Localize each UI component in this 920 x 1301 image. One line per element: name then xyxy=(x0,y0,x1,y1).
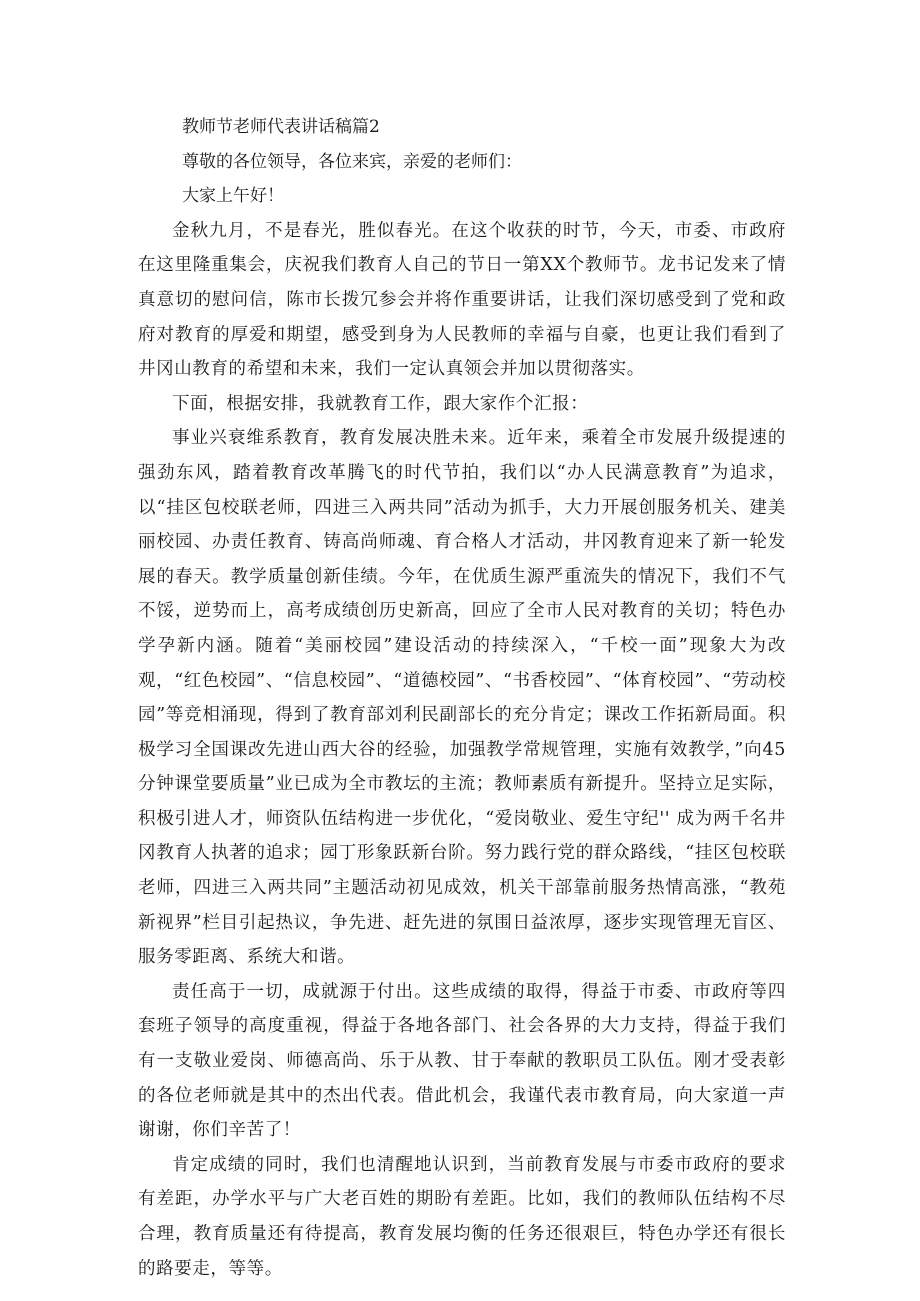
document-body xyxy=(138,110,786,1286)
salutation: 尊敬的各位领导，各位来宾，亲爱的老师们： xyxy=(182,151,522,172)
paragraph-report-intro: 下面，根据安排，我就教育工作，跟大家作个汇报： xyxy=(172,393,589,414)
document-title: 教师节老师代表讲话稿篇2 xyxy=(182,117,380,137)
paragraph-gratitude: 责任高于一切，成就源于付出。这些成绩的取得，得益于市委、市政府等四套班子领导的高度重视，得益于各地各部门、社会各界的大力支持，得益于我们有一支敬业爱岗、师德高尚、乐于从教、甘于奉献的教职员工队伍。刚才受表彰的各位老师就是其中的杰出代表。借此机会，我谨代表市教育局，向大家道一声谢谢，你们辛苦了！ xyxy=(138,981,786,1141)
paragraph-gaps: 肯定成绩的同时，我们也清醒地认识到，当前教育发展与市委市政府的要求有差距，办学水平与广大老百姓的期盼有差距。比如，我们的教师队伍结构不尽合理，教育质量还有待提高，教育发展均衡的任务还很艰巨，特色办学还有很长的路要走，等等。 xyxy=(138,1154,786,1279)
paragraph-opening: 金秋九月，不是春光，胜似春光。在这个收获的时节，今天，市委、市政府在这里隆重集会，庆祝我们教育人自己的节日一第XX个教师节。龙书记发来了情真意切的慰问信，陈市长拨冗参会并将作重要讲话，让我们深切感受到了党和政府对教育的厚爱和期望，感受到身为人民教师的幸福与自豪，也更让我们看到了井冈山教育的希望和未来，我们一定认真领会并加以贯彻落实。 xyxy=(138,220,786,380)
paragraph-achievements: 事业兴衰维系教育，教育发展决胜未来。近年来，乘着全市发展升级提速的强劲东风，踏着教育改革腾飞的时代节拍，我们以“办人民满意教育”为追求，以“挂区包校联老师，四进三入两共同”活动为抓手，大力开展创服务机关、建美丽校园、办责任教育、铸高尚师魂、育合格人才活动，井冈教育迎来了新一轮发展的春天。教学质量创新佳绩。今年，在优质生源严重流失的情况下，我们不气不馁，逆势而上，高考成绩创历史新高，回应了全市人民对教育的关切；特色办学孕新内涵。随着“美丽校园”建设活动的持续深入，“千校一面”现象大为改观，“红色校园”、“信息校园”、“道德校园”、“书香校园”、“体育校园”、“劳动校园”等竞相涌现，得到了教育部刘利民副部长的充分肯定；课改工作拓新局面。积极学习全国课改先进山西大谷的经验，加强教学常规管理，实施有效教学，”向45分钟课堂要质量”业已成为全市教坛的主流；教师素质有新提升。坚持立足实际，积极引进人才，师资队伍结构进一步优化，“爱岗敬业、爱生守纪'' 成为两千名井冈教育人执著的追求；园丁形象跃新台阶。努力践行党的群众路线，“挂区包校联老师，四进三入两共同”主题活动初见成效，机关干部靠前服务热情高涨，“教苑新视界”栏目引起热议，争先进、赶先进的氛围日益浓厚，逐步实现管理无盲区、服务零距离、系统大和谐。 xyxy=(138,428,787,968)
greeting: 大家上午好！ xyxy=(182,186,284,207)
